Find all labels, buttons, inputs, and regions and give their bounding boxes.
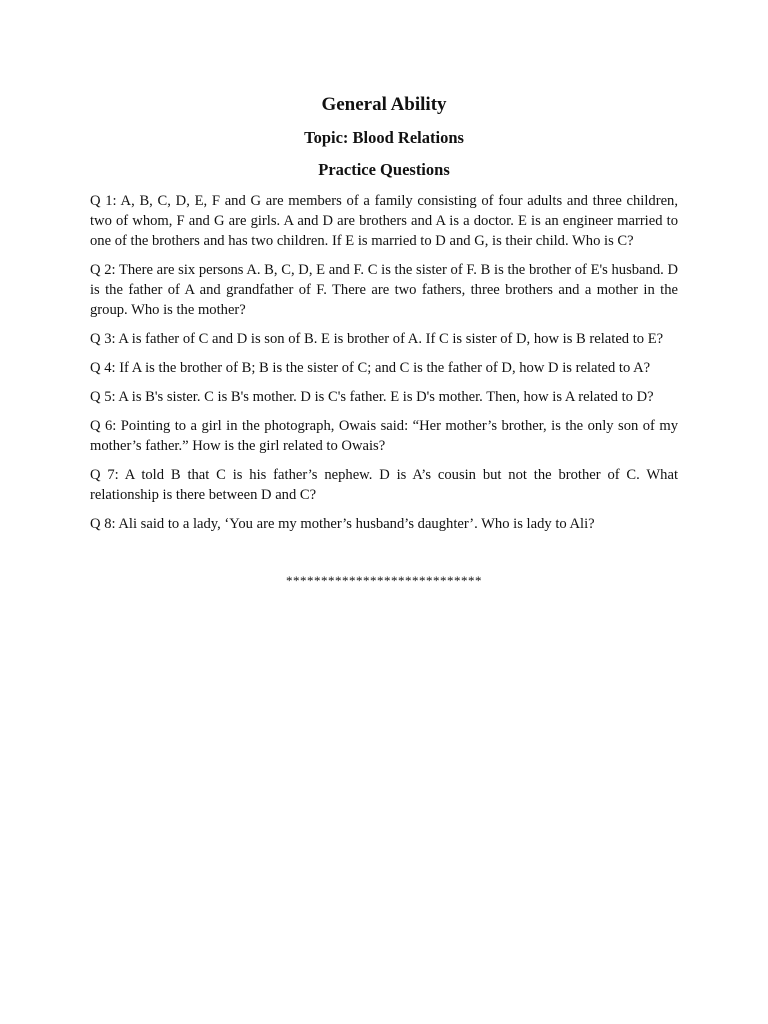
question-4: Q 4: If A is the brother of B; B is the sister of C; and C is the father of D, how D is related to A? — [90, 360, 651, 376]
question-8: Q 8: Ali said to a lady, ‘You are my mother’s husband’s daughter’. Who is lady to Ali? — [90, 516, 595, 532]
question-6: Q 6: Pointing to a girl in the photograph, Owais said: “Her mother’s brother, is the only son of my mother’s father.” How is the girl related to Owais? — [90, 418, 678, 454]
end-separator: **************************** — [286, 573, 482, 588]
question-5: Q 5: A is B's sister. C is B's mother. D is C's father. E is D's mother. Then, how is A related to D? — [90, 389, 654, 405]
document-content — [90, 93, 678, 590]
question-7: Q 7: A told B that C is his father’s nephew. D is A’s cousin but not the brother of C. What relationship is there between D and C? — [90, 467, 678, 503]
question-3: Q 3: A is father of C and D is son of B. E is brother of A. If C is sister of D, how is B related to E? — [90, 331, 664, 347]
document-title: General Ability — [321, 94, 447, 115]
question-2: Q 2: There are six persons A. B, C, D, E and F. C is the sister of F. B is the brother of E's husband. D is the father of A and grandfather of F. There are two fathers, three brothers and a mother in the group. Who is the mother? — [90, 262, 678, 318]
question-1: Q 1: A, B, C, D, E, F and G are members of a family consisting of four adults and three children, two of whom, F and G are girls. A and D are brothers and A is a doctor. E is an engineer married to one of the brothers and has two children. If E is married to D and G, is their child. Who is C? — [90, 193, 678, 249]
document-subtitle: Practice Questions — [318, 160, 450, 179]
document-topic: Topic: Blood Relations — [304, 128, 464, 147]
question-list — [90, 191, 678, 534]
